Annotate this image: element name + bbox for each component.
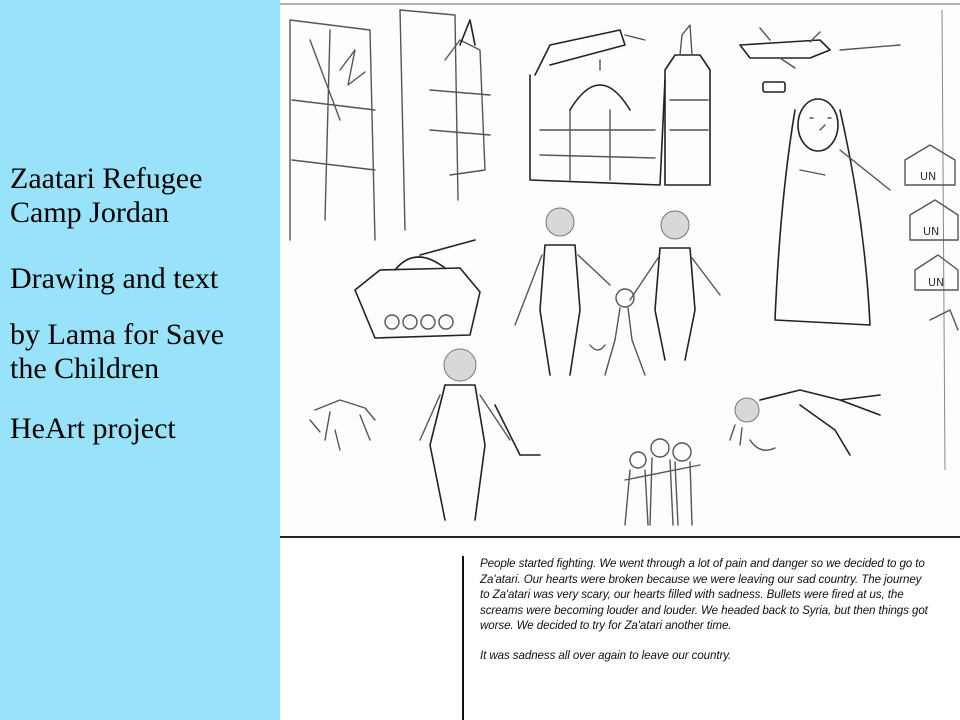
un-sign-1: UN [920, 170, 937, 183]
caption-line-5: the Children [10, 352, 160, 385]
tank [355, 240, 480, 338]
pencil-drawing-illustration [280, 0, 960, 535]
injured-animal [310, 400, 375, 450]
caption-line-2: Camp Jordan [10, 196, 170, 229]
fallen-person [730, 390, 880, 455]
caption-credit [10, 262, 218, 296]
ruined-buildings [290, 10, 490, 240]
drawing-divider [280, 536, 960, 538]
story-paragraph-1: People started fighting. We went through a lot of pain and danger so we decided to go to Za'atari. Our hearts were broken because we were leaving our sad country. The journey to Za'atari was very scary, our hearts filled with sadness. Bullets were fired at us, the screams were becoming louder and louder. We headed back to Syria, but then things got worse. We decided to try for Za'atari another time. [480, 557, 928, 633]
soldiers-with-child [515, 208, 720, 375]
un-sign-2: UN [923, 225, 940, 238]
un-sign-3: UN [928, 276, 945, 289]
caption-title [10, 162, 202, 230]
caption-line-1: Zaatari Refugee [10, 162, 203, 195]
story-text [462, 556, 932, 720]
mosque-ruins [530, 30, 665, 185]
caption-line-4: by Lama for Save [10, 318, 225, 351]
children-group [625, 439, 700, 525]
airplane [740, 28, 900, 68]
caption-panel [0, 0, 280, 720]
woman-figure [775, 99, 890, 325]
caption-project [10, 412, 176, 446]
caption-line-3: Drawing and text [10, 262, 219, 295]
armed-soldier [420, 349, 540, 520]
child-drawing [280, 0, 960, 535]
caption-credit-2 [10, 318, 224, 386]
caption-line-6: HeArt project [10, 412, 176, 445]
un-shelters [905, 145, 958, 330]
tall-tower [665, 25, 710, 185]
story-paragraph-2: It was sadness all over again to leave our country. [480, 648, 732, 662]
